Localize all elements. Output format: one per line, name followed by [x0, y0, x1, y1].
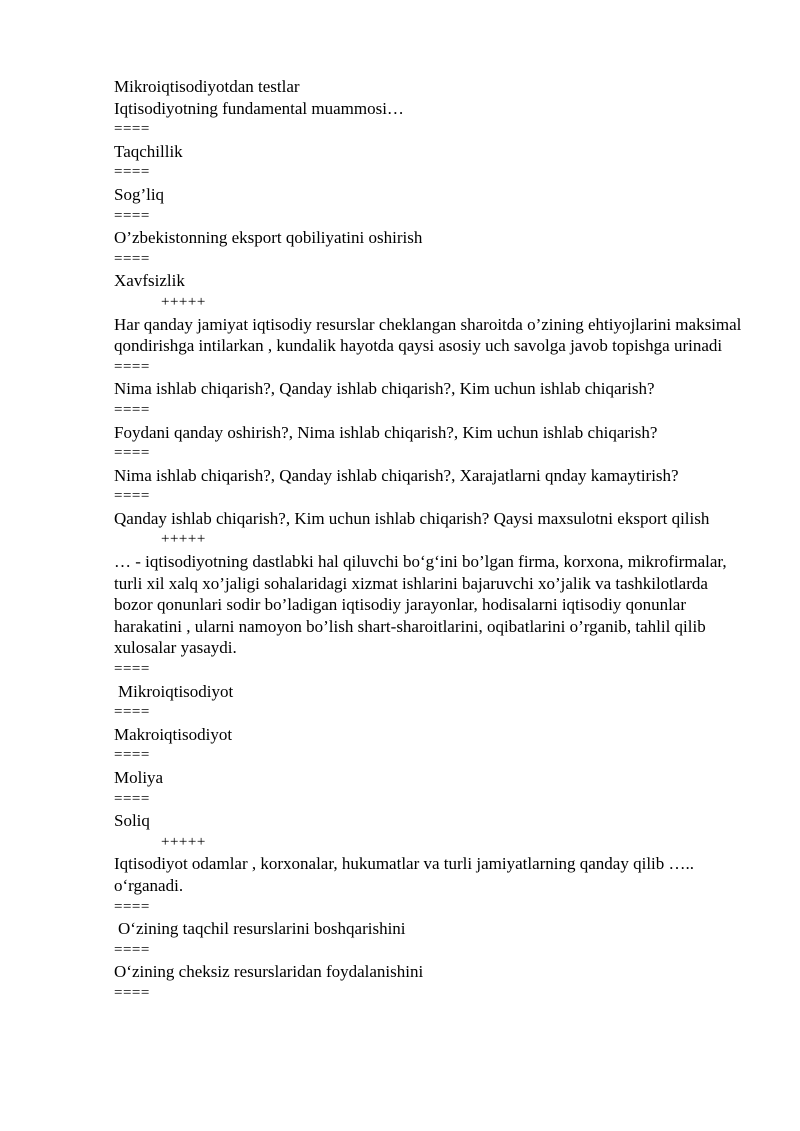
separator: ====	[114, 941, 150, 958]
question-2-option-3: Nima ishlab chiqarish?, Qanday ishlab chiqarish?, Xarajatlarni qnday kamaytirish?	[114, 465, 679, 485]
question-4-text: Iqtisodiyot odamlar , korxonalar, hukumatlar va turli jamiyatlarning qanday qilib ….. o‘rganadi.	[114, 854, 695, 895]
separator: ====	[114, 250, 150, 267]
question-marker: +++++	[161, 293, 206, 310]
question-1-text: Iqtisodiyotning fundamental muammosi…	[114, 98, 404, 118]
document-title: Mikroiqtisodiyotdan testlar	[114, 77, 300, 96]
document-page	[114, 76, 744, 1005]
separator: ====	[114, 790, 150, 807]
separator: ====	[114, 121, 150, 138]
question-marker: +++++	[161, 531, 206, 548]
question-2-option-4: Qanday ishlab chiqarish?, Kim uchun ishlab chiqarish? Qaysi maxsulotni eksport qilish	[114, 508, 710, 528]
separator: ====	[114, 445, 150, 462]
question-2-option-1: Nima ishlab chiqarish?, Qanday ishlab chiqarish?, Kim uchun ishlab chiqarish?	[114, 379, 655, 399]
question-3-option-3: Moliya	[114, 768, 164, 787]
question-2-text: Har qanday jamiyat iqtisodiy resurslar cheklangan sharoitda o’zining ehtiyojlarini maksimal qondirishga intilarkan , kundalik hayotda qaysi asosiy uch savolga javob topishga urinadi	[114, 314, 742, 356]
question-3-text: … - iqtisodiyotning dastlabki hal qiluvchi bo‘g‘ini bo’lgan firma, korxona, mikrofirmalar, turli xil xalq xo’jaligi sohalaridagi xizmat ishlarini bajaruvchi xo’jalik va tashkilotlarda bozor qonunlari sodir bo’ladigan iqtisodiy jarayonlar, hodisalarni iqtisodiy qonunlar harakatini , ularni namoyon bo’lish shart-sharoitlarini, oqibatlarini o’rganib, tahlil qilib xulosalar yasaydi.	[114, 552, 727, 658]
question-3-option-4: Soliq	[114, 811, 150, 831]
separator: ====	[114, 704, 150, 721]
separator: ====	[114, 898, 150, 915]
separator: ====	[114, 358, 150, 375]
separator: ====	[114, 488, 150, 505]
question-4-option-2: O‘zining cheksiz resurslaridan foydalanishini	[114, 962, 424, 982]
question-3-option-1: Mikroiqtisodiyot	[118, 681, 234, 701]
separator: ====	[114, 747, 150, 764]
question-3-option-2: Makroiqtisodiyot	[114, 724, 233, 744]
question-1-option-3: O’zbekistonning eksport qobiliyatini oshirish	[114, 228, 423, 248]
separator: ====	[114, 401, 150, 418]
question-2-option-2: Foydani qanday oshirish?, Nima ishlab chiqarish?, Kim uchun ishlab chiqarish?	[114, 422, 658, 442]
separator: ====	[114, 661, 150, 678]
question-marker: +++++	[161, 833, 206, 850]
question-1-option-1: Taqchillik	[114, 141, 183, 161]
separator: ====	[114, 207, 150, 224]
separator: ====	[114, 164, 150, 181]
question-4-option-1: O‘zining taqchil resurslarini boshqarishini	[118, 919, 406, 939]
question-1-option-2: Sog’liq	[114, 184, 165, 204]
separator: ====	[114, 984, 150, 1001]
question-1-option-4: Xavfsizlik	[114, 271, 185, 291]
